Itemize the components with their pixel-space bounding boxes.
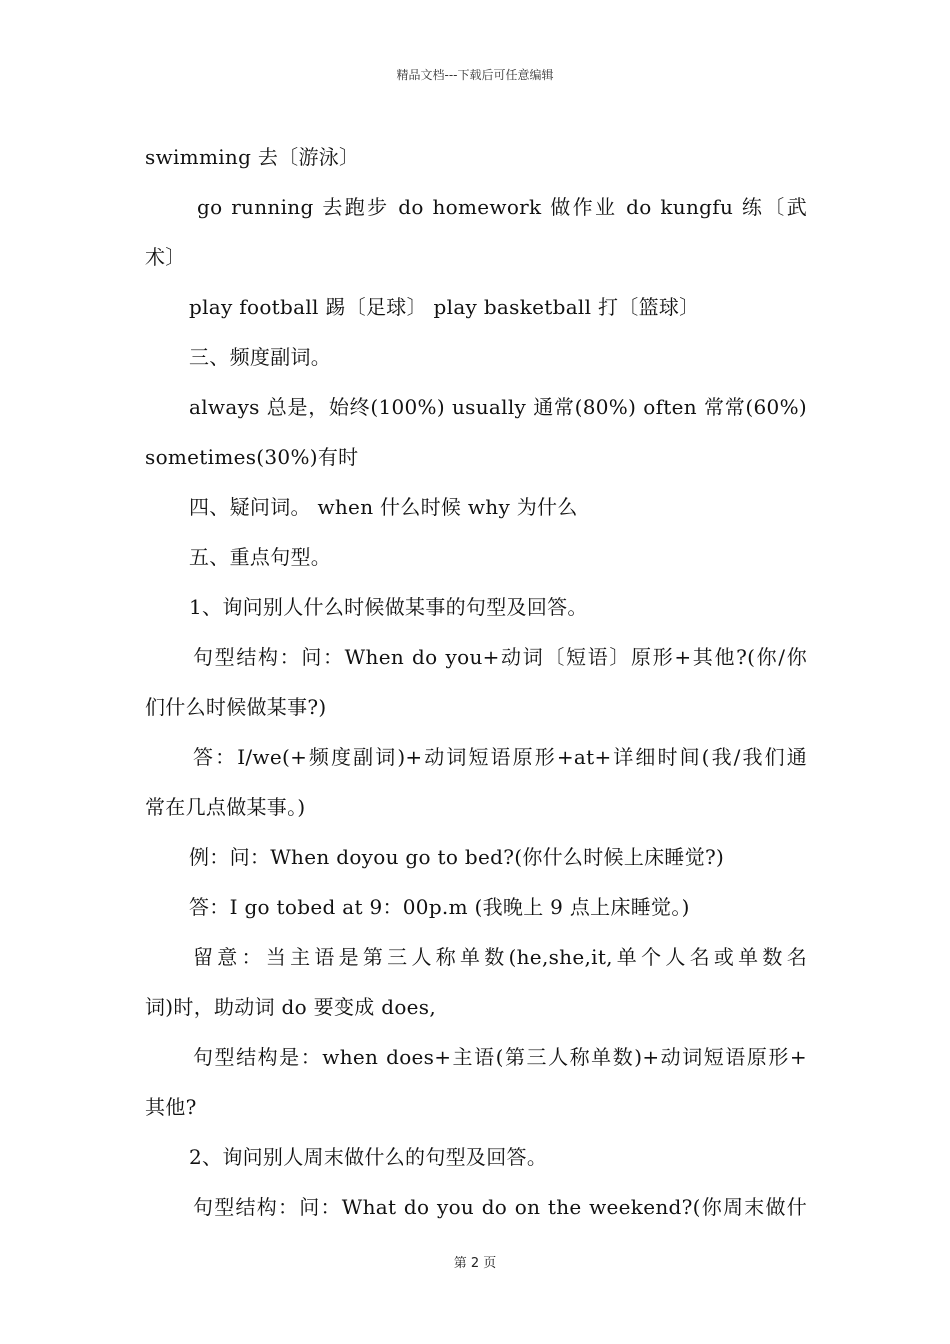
text-line: 们什么时候做某事?) bbox=[145, 695, 327, 719]
text-line: 留意：当主语是第三人称单数(he,she,it,单个人名或单数名 bbox=[193, 945, 807, 969]
text-line: 常在几点做某事。) bbox=[145, 795, 306, 819]
text-line: sometimes(30%)有时 bbox=[145, 445, 359, 469]
text-line: 1、询问别人什么时候做某事的句型及回答。 bbox=[189, 595, 588, 619]
text-line: swimming 去〔游泳〕 bbox=[145, 145, 360, 169]
text-line: 词)时，助动词 do 要变成 does, bbox=[145, 995, 437, 1019]
text-line: 三、频度副词。 bbox=[189, 345, 332, 369]
text-line: 句型结构是：when does+主语(第三人称单数)+动词短语原形+ bbox=[193, 1045, 807, 1069]
page-header: 精品文档---下载后可任意编辑 bbox=[396, 68, 554, 82]
text-line: 句型结构：问：What do you do on the weekend?(你周末做什 bbox=[193, 1195, 807, 1219]
text-line: 例：问：When doyou go to bed?(你什么时候上床睡觉?) bbox=[189, 845, 725, 869]
text-line: 2、询问别人周末做什么的句型及回答。 bbox=[189, 1145, 548, 1169]
page-number: 第 2 页 bbox=[453, 1256, 497, 1271]
text-line: 答：I/we(+频度副词)+动词短语原形+at+详细时间(我/我们通 bbox=[193, 745, 807, 769]
text-line: 术〕 bbox=[145, 245, 186, 269]
document-body bbox=[145, 132, 807, 1232]
text-line: go running 去跑步 do homework 做作业 do kungfu 练〔武 bbox=[197, 195, 807, 219]
text-line: 五、重点句型。 bbox=[189, 545, 332, 569]
text-line: always 总是，始终(100%) usually 通常(80%) often 常常(60%) bbox=[189, 395, 807, 419]
text-line: play football 踢〔足球〕 play basketball 打〔篮球〕 bbox=[189, 295, 700, 319]
text-line: 答：I go tobed at 9：00p.m (我晚上 9 点上床睡觉。) bbox=[189, 895, 690, 919]
text-line: 句型结构：问：When do you+动词〔短语〕原形+其他?(你/你 bbox=[193, 645, 807, 669]
text-line: 四、疑问词。 when 什么时候 why 为什么 bbox=[189, 495, 578, 519]
text-line: 其他? bbox=[145, 1095, 197, 1119]
